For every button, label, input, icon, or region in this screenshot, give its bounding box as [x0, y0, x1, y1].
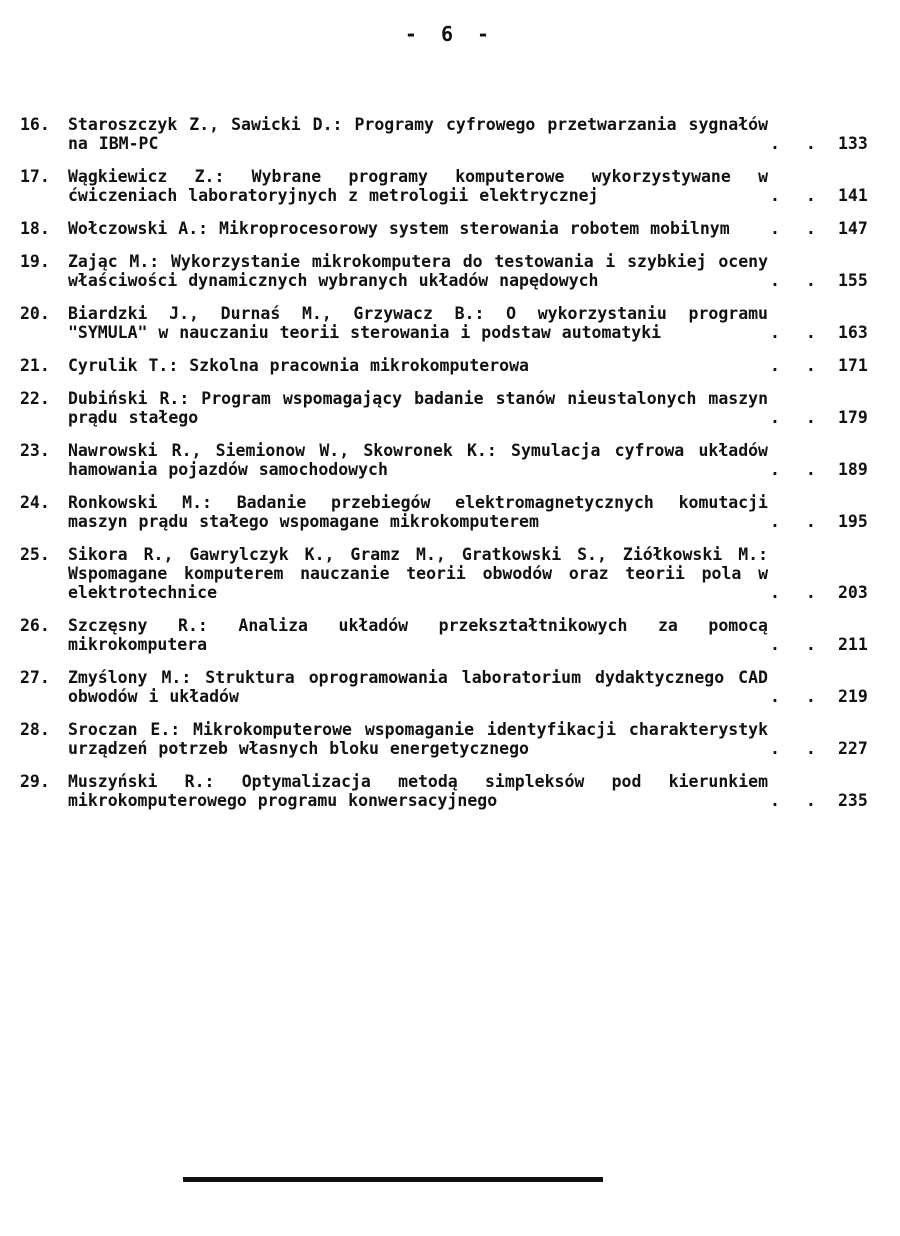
entry-text: Cyrulik T.: Szkolna pracownia mikrokomputerowa — [68, 356, 529, 375]
entry-text: Muszyński R.: Optymalizacja metodą simpleksów pod kierunkiem mikrokomputerowego programu konwersacyjnego — [68, 772, 768, 810]
toc-entry — [20, 441, 890, 479]
page-number: - 6 - — [404, 22, 496, 46]
entry-page: 155 — [838, 271, 868, 290]
entry-leader — [760, 356, 890, 375]
leader-dots: . . — [770, 791, 824, 810]
leader-dots: . . — [770, 583, 824, 602]
table-of-contents — [20, 115, 890, 824]
leader-dots: . . — [770, 687, 824, 706]
entry-page: 219 — [838, 687, 868, 706]
entry-text: Sroczan E.: Mikrokomputerowe wspomaganie identyfikacji charakterystyk urządzeń potrzeb własnych bloku energetycznego — [68, 720, 768, 758]
entry-leader — [760, 791, 890, 810]
toc-entry — [20, 720, 890, 758]
entry-number: 27. — [20, 668, 50, 687]
toc-entry — [20, 167, 890, 205]
entry-page: 195 — [838, 512, 868, 531]
entry-number: 17. — [20, 167, 50, 186]
entry-text: Biardzki J., Durnaś M., Grzywacz B.: O wykorzystaniu programu "SYMULA" w nauczaniu teorii sterowania i podstaw automatyki — [68, 304, 768, 342]
entry-leader — [760, 739, 890, 758]
leader-dots: . . — [770, 356, 824, 375]
entry-text: Zając M.: Wykorzystanie mikrokomputera do testowania i szybkiej oceny właściwości dynamicznych wybranych układów napędowych — [68, 252, 768, 290]
entry-leader — [760, 687, 890, 706]
entry-leader — [760, 134, 890, 153]
toc-entry — [20, 389, 890, 427]
entry-number: 28. — [20, 720, 50, 739]
entry-page: 171 — [838, 356, 868, 375]
entry-page: 179 — [838, 408, 868, 427]
entry-number: 23. — [20, 441, 50, 460]
entry-number: 19. — [20, 252, 50, 271]
toc-entry — [20, 493, 890, 531]
entry-leader — [760, 219, 890, 238]
leader-dots: . . — [770, 134, 824, 153]
leader-dots: . . — [770, 635, 824, 654]
entry-page: 147 — [838, 219, 868, 238]
entry-page: 189 — [838, 460, 868, 479]
entry-page: 211 — [838, 635, 868, 654]
entry-number: 24. — [20, 493, 50, 512]
leader-dots: . . — [770, 408, 824, 427]
entry-number: 29. — [20, 772, 50, 791]
entry-leader — [760, 408, 890, 427]
entry-number: 20. — [20, 304, 50, 323]
entry-number: 26. — [20, 616, 50, 635]
entry-text: Dubiński R.: Program wspomagający badanie stanów nieustalonych maszyn prądu stałego — [68, 389, 768, 427]
entry-number: 21. — [20, 356, 50, 375]
leader-dots: . . — [770, 460, 824, 479]
leader-dots: . . — [770, 271, 824, 290]
entry-leader — [760, 635, 890, 654]
entry-leader — [760, 512, 890, 531]
entry-text: Zmyślony M.: Struktura oprogramowania laboratorium dydaktycznego CAD obwodów i układów — [68, 668, 768, 706]
entry-page: 163 — [838, 323, 868, 342]
toc-entry — [20, 616, 890, 654]
entry-text: Sikora R., Gawrylczyk K., Gramz M., Gratkowski S., Ziółkowski M.: Wspomagane komputerem nauczanie teorii obwodów oraz teorii pola w elektrotechnice — [68, 545, 768, 602]
leader-dots: . . — [770, 186, 824, 205]
entry-text: Wągkiewicz Z.: Wybrane programy komputerowe wykorzystywane w ćwiczeniach laboratoryjnych z metrologii elektrycznej — [68, 167, 768, 205]
entry-text: Staroszczyk Z., Sawicki D.: Programy cyfrowego przetwarzania sygnałów na IBM-PC — [68, 115, 768, 153]
toc-entry — [20, 304, 890, 342]
toc-entry — [20, 115, 890, 153]
toc-entry — [20, 668, 890, 706]
toc-entry — [20, 356, 890, 375]
entry-page: 203 — [838, 583, 868, 602]
leader-dots: . . — [770, 219, 824, 238]
leader-dots: . . — [770, 739, 824, 758]
leader-dots: . . — [770, 323, 824, 342]
entry-text: Szczęsny R.: Analiza układów przekształtnikowych za pomocą mikrokomputera — [68, 616, 768, 654]
entry-number: 16. — [20, 115, 50, 134]
entry-leader — [760, 460, 890, 479]
entry-number: 22. — [20, 389, 50, 408]
toc-entry — [20, 545, 890, 602]
leader-dots: . . — [770, 512, 824, 531]
entry-page: 235 — [838, 791, 868, 810]
entry-number: 18. — [20, 219, 50, 238]
entry-text: Nawrowski R., Siemionow W., Skowronek K.: Symulacja cyfrowa układów hamowania pojazdów samochodowych — [68, 441, 768, 479]
entry-text: Wołczowski A.: Mikroprocesorowy system sterowania robotem mobilnym — [68, 219, 730, 238]
entry-leader — [760, 271, 890, 290]
entry-page: 141 — [838, 186, 868, 205]
entry-text: Ronkowski M.: Badanie przebiegów elektromagnetycznych komutacji maszyn prądu stałego wspomagane mikrokomputerem — [68, 493, 768, 531]
entry-number: 25. — [20, 545, 50, 564]
toc-entry — [20, 772, 890, 810]
entry-leader — [760, 186, 890, 205]
entry-leader — [760, 323, 890, 342]
toc-entry — [20, 219, 890, 238]
toc-entry — [20, 252, 890, 290]
entry-leader — [760, 583, 890, 602]
footer-rule — [183, 1177, 603, 1182]
entry-page: 133 — [838, 134, 868, 153]
entry-page: 227 — [838, 739, 868, 758]
